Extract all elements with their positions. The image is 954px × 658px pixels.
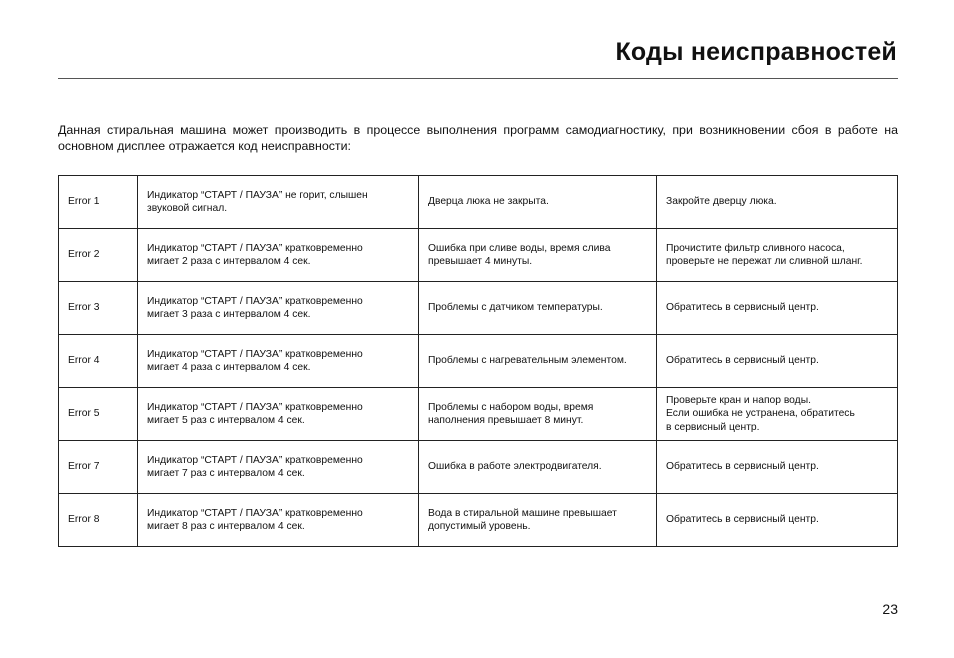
- action-description: Обратитесь в сервисный центр.: [657, 441, 898, 494]
- page-number: 23: [882, 601, 898, 617]
- action-description: Обратитесь в сервисный центр.: [657, 335, 898, 388]
- action-description: Обратитесь в сервисный центр.: [657, 282, 898, 335]
- problem-description: Проблемы с датчиком температуры.: [419, 282, 657, 335]
- problem-description: Ошибка в работе электродвигателя.: [419, 441, 657, 494]
- table-row: [59, 441, 898, 494]
- indicator-description: Индикатор “СТАРТ / ПАУЗА” кратковременно мигает 8 раз с интервалом 4 сек.: [138, 494, 419, 547]
- error-code: Error 8: [59, 494, 138, 547]
- table-row: [59, 282, 898, 335]
- problem-description: Проблемы с нагревательным элементом.: [419, 335, 657, 388]
- problem-description: Вода в стиральной машине превышает допустимый уровень.: [419, 494, 657, 547]
- action-description: Проверьте кран и напор воды. Если ошибка не устранена, обратитесь в сервисный центр.: [657, 388, 898, 441]
- error-code: Error 2: [59, 229, 138, 282]
- error-code: Error 1: [59, 176, 138, 229]
- error-code: Error 3: [59, 282, 138, 335]
- error-code: Error 7: [59, 441, 138, 494]
- indicator-description: Индикатор “СТАРТ / ПАУЗА” кратковременно мигает 5 раз с интервалом 4 сек.: [138, 388, 419, 441]
- action-description: Обратитесь в сервисный центр.: [657, 494, 898, 547]
- problem-description: Дверца люка не закрыта.: [419, 176, 657, 229]
- indicator-description: Индикатор “СТАРТ / ПАУЗА” не горит, слышен звуковой сигнал.: [138, 176, 419, 229]
- indicator-description: Индикатор “СТАРТ / ПАУЗА” кратковременно мигает 4 раза с интервалом 4 сек.: [138, 335, 419, 388]
- problem-description: Ошибка при сливе воды, время слива превышает 4 минуты.: [419, 229, 657, 282]
- page-title: Коды неисправностей: [615, 38, 897, 66]
- indicator-description: Индикатор “СТАРТ / ПАУЗА” кратковременно мигает 2 раза с интервалом 4 сек.: [138, 229, 419, 282]
- title-divider: [58, 78, 898, 79]
- indicator-description: Индикатор “СТАРТ / ПАУЗА” кратковременно мигает 3 раза с интервалом 4 сек.: [138, 282, 419, 335]
- action-description: Закройте дверцу люка.: [657, 176, 898, 229]
- indicator-description: Индикатор “СТАРТ / ПАУЗА” кратковременно мигает 7 раз с интервалом 4 сек.: [138, 441, 419, 494]
- table-row: [59, 335, 898, 388]
- intro-paragraph: Данная стиральная машина может производить в процессе выполнения программ самодиагностику, при возникновении сбоя в работе на основном дисплее отражается код неисправности:: [58, 123, 898, 153]
- table-row: [59, 494, 898, 547]
- error-code: Error 5: [59, 388, 138, 441]
- error-code: Error 4: [59, 335, 138, 388]
- error-codes-table: [58, 175, 898, 547]
- table-row: [59, 229, 898, 282]
- table-row: [59, 176, 898, 229]
- action-description: Прочистите фильтр сливного насоса, проверьте не пережат ли сливной шланг.: [657, 229, 898, 282]
- table-row: [59, 388, 898, 441]
- problem-description: Проблемы с набором воды, время наполнения превышает 8 минут.: [419, 388, 657, 441]
